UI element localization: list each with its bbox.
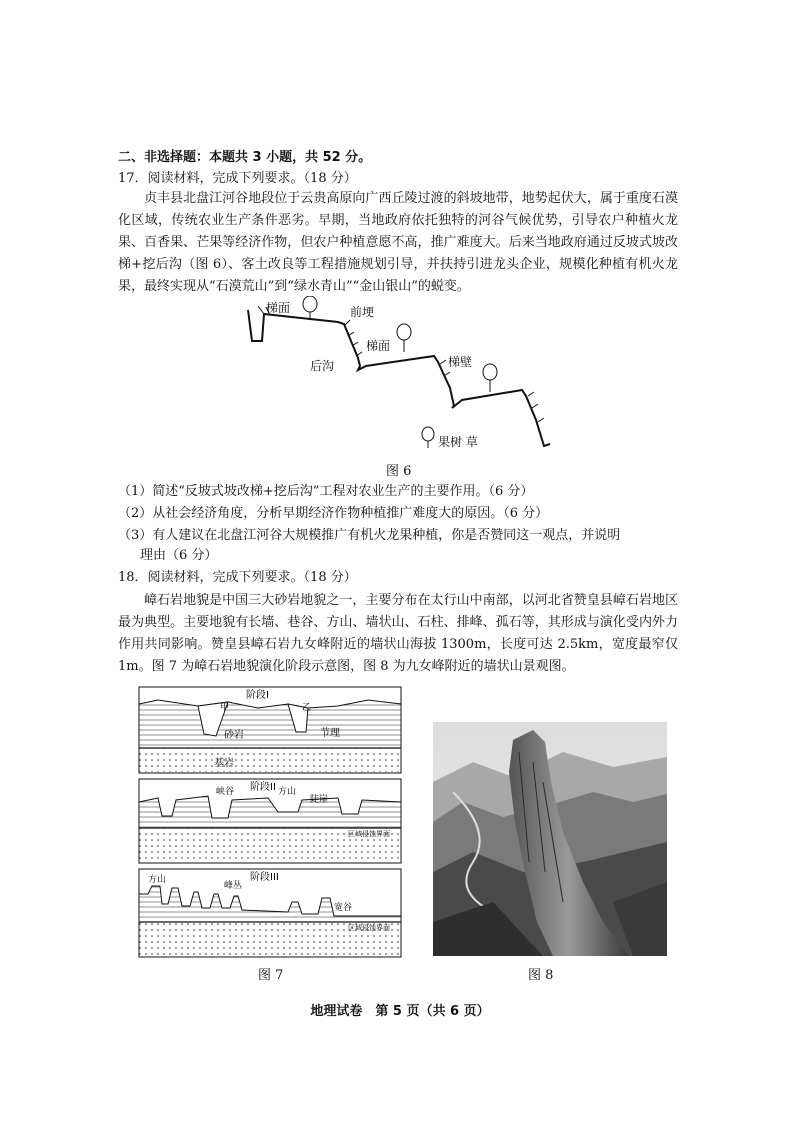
fruit-tree-icon bbox=[397, 324, 411, 352]
stage-2-title: 阶段II bbox=[250, 782, 276, 793]
stage-3-panel bbox=[139, 869, 401, 957]
q18-material: 嶂石岩地貌是中国三大砂岩地貌之一，主要分布在太行山中南部，以河北省赞皇县嶂石岩地区最为典型。主要地貌有长墙、巷谷、方山、墙状山、石柱、排峰、孤石等，其形成与演化受内外力作用共同影响。赞皇县嶂石岩九女峰附近的墙状山海拔 1300m，长度可达 2.5km，宽度最窄仅 1m。图 7 为嶂石岩地貌演化阶段示意图，图 8 为九女峰附近的墙状山景观图。 bbox=[118, 593, 678, 674]
stage-3-label-peaks: 峰丛 bbox=[224, 881, 243, 891]
q17-sub3: （3）有人建议在北盘江河谷大规模推广有机火龙果种植，你是否赞同这一观点，并说明 bbox=[118, 528, 621, 543]
page-footer: 地理试卷 第 5 页（共 6 页） bbox=[310, 1004, 490, 1019]
figure-8-landscape-photo bbox=[433, 722, 667, 956]
stage-1-label-jia: 甲 bbox=[220, 703, 230, 713]
stage-3-title: 阶段III bbox=[250, 872, 279, 883]
figure-6-terrace-diagram bbox=[240, 296, 570, 456]
q17-stem: 17．阅读材料，完成下列要求。（18 分） bbox=[118, 171, 357, 186]
section-title: 二、非选择题：本题共 3 小题，共 52 分。 bbox=[118, 150, 372, 165]
stage-1-label-sandstone: 砂岩 bbox=[224, 730, 244, 741]
q17-material: 贞丰县北盘江河谷地段位于云贵高原向广西丘陵过渡的斜坡地带，地势起伏大，属于重度石漠化区域，传统农业生产条件恶劣。早期，当地政府依托独特的河谷气候优势，引导农户种植火龙果、百香果、芒果等经济作物，但农户种植意愿不高，推广难度大。后来当地政府通过反坡式坡改梯+挖后沟（图 6）、客土改良等工程措施规划引导，并扶持引进龙头企业，规模化种植有机火龙果，最终实现从“石漠荒山”到“绿水青山”“金山银山”的蜕变。 bbox=[118, 191, 678, 294]
label-front-ridge: 前埂 bbox=[350, 305, 375, 319]
label-terrace-surface-1: 梯面 bbox=[266, 301, 291, 315]
q17-sub3-cont: 理由（6 分） bbox=[140, 548, 218, 563]
stage-1-title: 阶段I bbox=[246, 690, 269, 701]
fruit-tree-icon bbox=[303, 296, 317, 320]
figure-7-stages bbox=[138, 686, 402, 958]
figure-6-legend: 果树 草 bbox=[438, 435, 478, 449]
stage-2-label-mesa: 方山 bbox=[278, 787, 297, 797]
label-terrace-wall: 梯壁 bbox=[448, 355, 473, 369]
stage-2-label-gorge: 峡谷 bbox=[216, 787, 235, 797]
fruit-tree-icon bbox=[483, 364, 497, 392]
stage-1-label-joint: 节理 bbox=[320, 728, 340, 739]
q17-sub2: （2）从社会经济角度，分析早期经济作物种植推广难度大的原因。（6 分） bbox=[118, 506, 549, 521]
stage-3-label-mesa: 方山 bbox=[148, 875, 167, 885]
figure-6-caption: 图 6 bbox=[386, 464, 412, 479]
label-back-ditch: 后沟 bbox=[310, 359, 335, 373]
figure-8-caption: 图 8 bbox=[528, 968, 554, 983]
stage-3-label-boundary: 区域侵蚀界面 bbox=[348, 924, 390, 932]
stage-2-panel bbox=[139, 779, 401, 863]
stage-3-label-valley: 宽谷 bbox=[334, 903, 353, 913]
stage-1-label-yi: 乙 bbox=[302, 703, 312, 713]
q18-stem: 18．阅读材料，完成下列要求。（18 分） bbox=[118, 570, 357, 585]
stage-1-label-bedrock: 基岩 bbox=[214, 758, 234, 769]
figure-7-caption: 图 7 bbox=[258, 968, 284, 983]
label-terrace-surface-2: 梯面 bbox=[366, 339, 391, 353]
stage-2-label-boundary: 区域侵蚀界面 bbox=[348, 830, 390, 838]
fruit-tree-icon bbox=[422, 427, 434, 448]
stage-2-label-scarp: 陡崖 bbox=[310, 795, 329, 805]
q17-sub1: （1）简述“反坡式坡改梯+挖后沟”工程对农业生产的主要作用。（6 分） bbox=[118, 484, 534, 499]
stage-1-panel bbox=[139, 687, 401, 773]
